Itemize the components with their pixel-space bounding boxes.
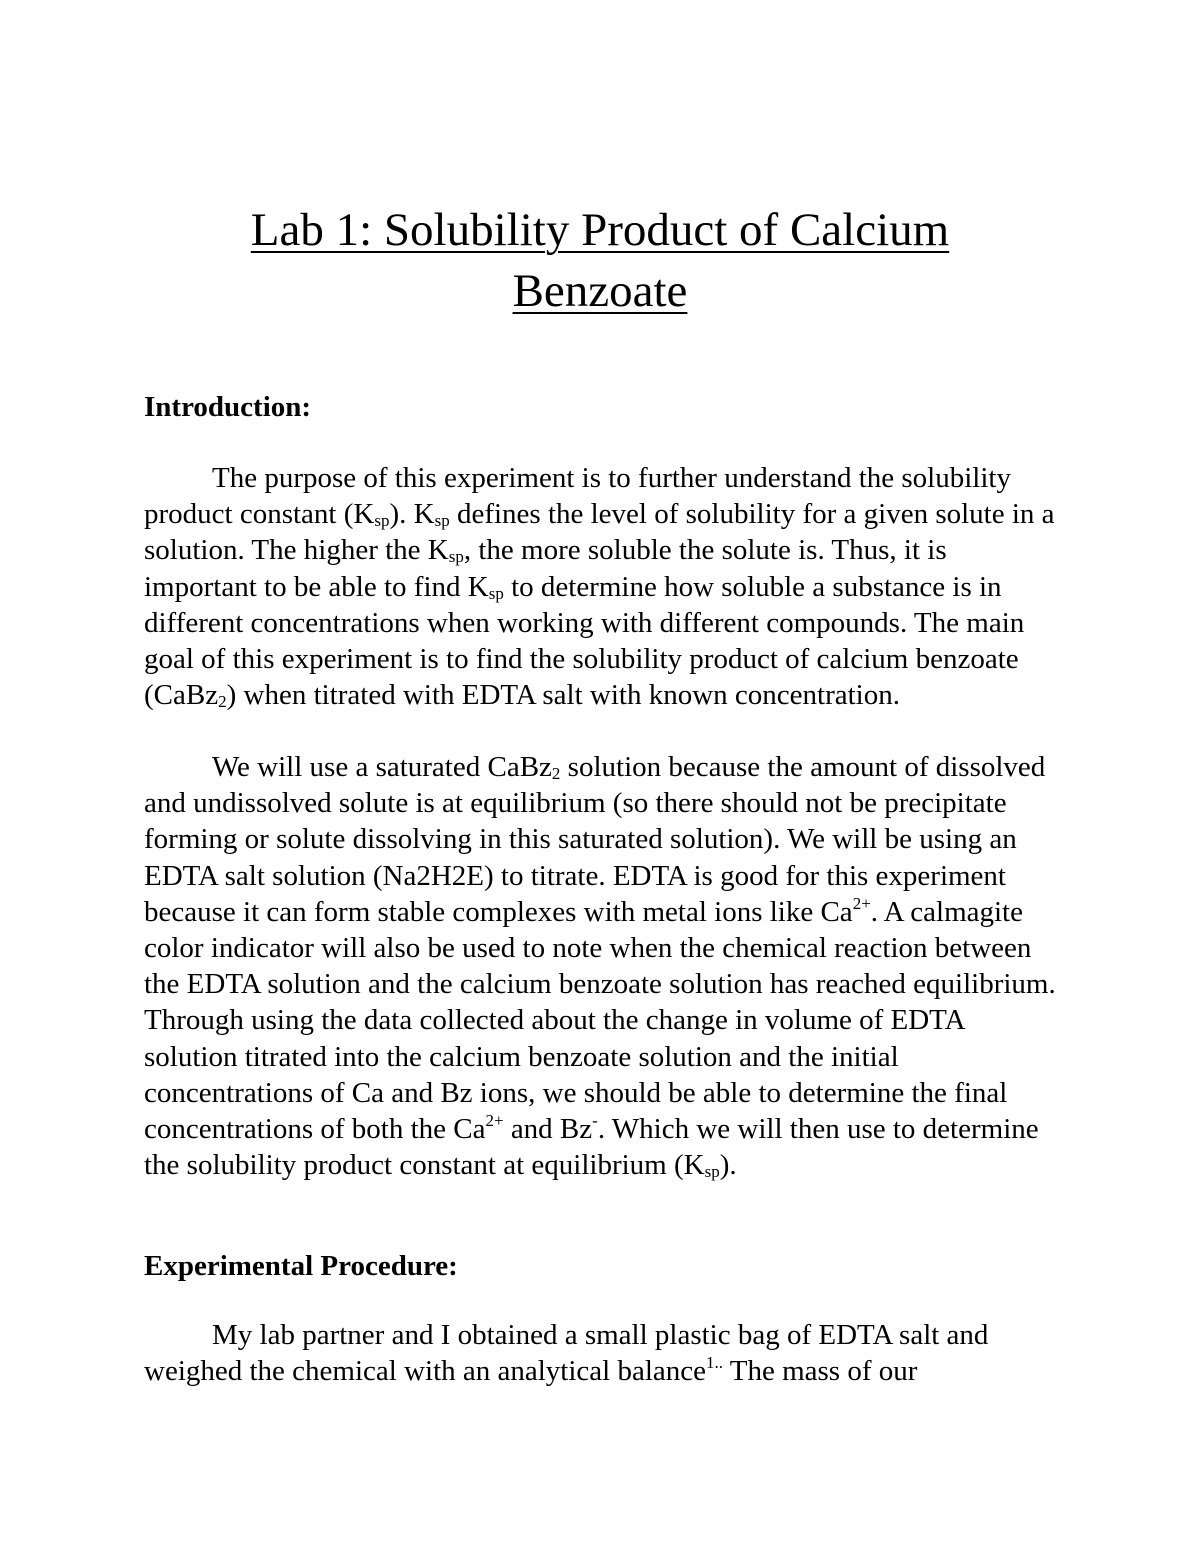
procedure-paragraph-1: My lab partner and I obtained a small plastic bag of EDTA salt and weighed the chemical with an analytical balance$^{1..}$ The mass of our [144,1319,989,1388]
title-line-2: Benzoate [512,265,688,317]
introduction-heading: Introduction: [144,391,312,423]
title-line-1: Lab 1: Solubility Product of Calcium [250,204,950,256]
procedure-heading: Experimental Procedure: [144,1250,458,1282]
document-title [144,200,1056,322]
introduction-paragraph-1: The purpose of this experiment is to further understand the solubility product constant $(K_{sp})$. $K_{sp}$ defines the level of solubility for a given solute in a solution. The higher the $K_{sp}$, the more soluble the solute is. Thus, it is important to be able to find $K_{sp}$ to determine how soluble a substance is in different concentrations when working with different compounds. The main goal of this experiment is to find the solubility product of calcium benzoate (CaBz$_2$) when titrated with EDTA salt with known concentration. [144,462,1055,712]
introduction-paragraph-2: We will use a saturated CaBz$_2$ solution because the amount of dissolved and undissolved solute is at equilibrium (so there should not be precipitate forming or solute dissolving in this saturated solution). We will be using an EDTA salt solution (Na2H2E) to titrate. EDTA is good for this experiment because it can form stable complexes with metal ions like $Ca^{2+}$. A calmagite color indicator will also be used to note when the chemical reaction between the EDTA solution and the calcium benzoate solution has reached equilibrium. Through using the data collected about the change in volume of EDTA solution titrated into the calcium benzoate solution and the initial concentrations of Ca and Bz ions, we should be able to determine the final concentrations of both the $Ca^{2+}$ and Bz-. Which we will then use to determine the solubility product constant at equilibrium $(K_{sp})$. [144,751,1056,1182]
